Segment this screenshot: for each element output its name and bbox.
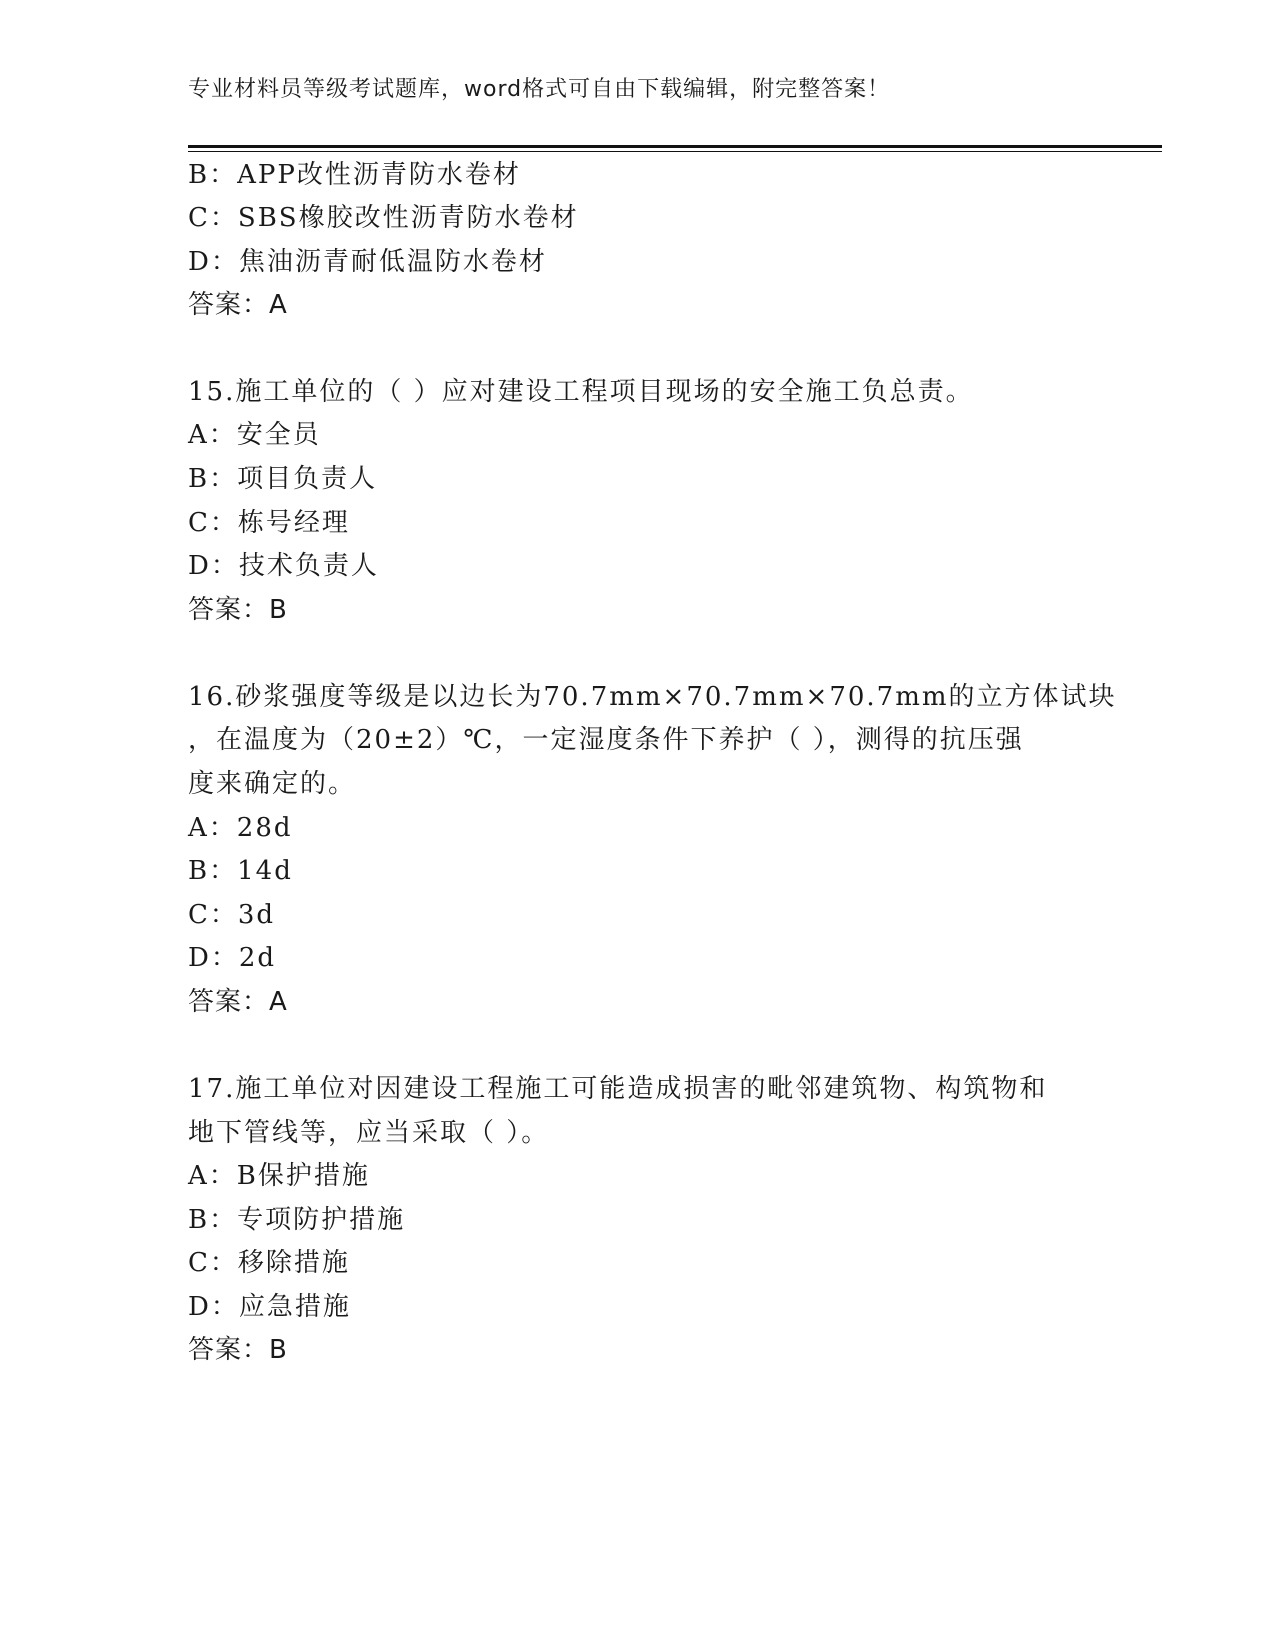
- option-c: C：移除措施: [188, 1248, 350, 1278]
- question-16-line-1: 16.砂浆强度等级是以边长为70.7mm×70.7mm×70.7mm的立方体试块: [188, 682, 1117, 712]
- question-17-line-2: 地下管线等，应当采取（ ）。: [188, 1118, 550, 1148]
- question-16-line-2: ，在温度为（20±2）℃，一定湿度条件下养护（ ），测得的抗压强: [188, 725, 1024, 755]
- question-15: 15.施工单位的（ ）应对建设工程项目现场的安全施工负总责。: [188, 377, 974, 407]
- header-rule-thick: [188, 145, 1162, 148]
- option-b: B：项目负责人: [188, 464, 378, 494]
- page-header: 专业材料员等级考试题库，word格式可自由下载编辑，附完整答案！: [188, 77, 891, 102]
- option-d: D：焦油沥青耐低温防水卷材: [188, 247, 547, 277]
- option-a: A：28d: [188, 813, 293, 843]
- header-rule-thin: [188, 151, 1162, 152]
- option-c: C：SBS橡胶改性沥青防水卷材: [188, 203, 579, 233]
- answer: 答案：A: [188, 987, 288, 1017]
- answer: 答案：B: [188, 595, 288, 625]
- answer: 答案：B: [188, 1335, 288, 1365]
- option-d: D：技术负责人: [188, 551, 379, 581]
- question-17-line-1: 17.施工单位对因建设工程施工可能造成损害的毗邻建筑物、构筑物和: [188, 1074, 1048, 1104]
- option-d: D：应急措施: [188, 1292, 351, 1322]
- option-b: B：14d: [188, 856, 293, 886]
- option-b: B：APP改性沥青防水卷材: [188, 160, 521, 190]
- option-c: C：3d: [188, 900, 276, 930]
- option-c: C：栋号经理: [188, 508, 350, 538]
- option-a: A：B保护措施: [188, 1161, 370, 1191]
- question-16-line-3: 度来确定的。: [188, 769, 357, 799]
- answer: 答案：A: [188, 290, 288, 320]
- option-a: A：安全员: [188, 420, 321, 450]
- option-d: D：2d: [188, 943, 277, 973]
- option-b: B：专项防护措施: [188, 1205, 406, 1235]
